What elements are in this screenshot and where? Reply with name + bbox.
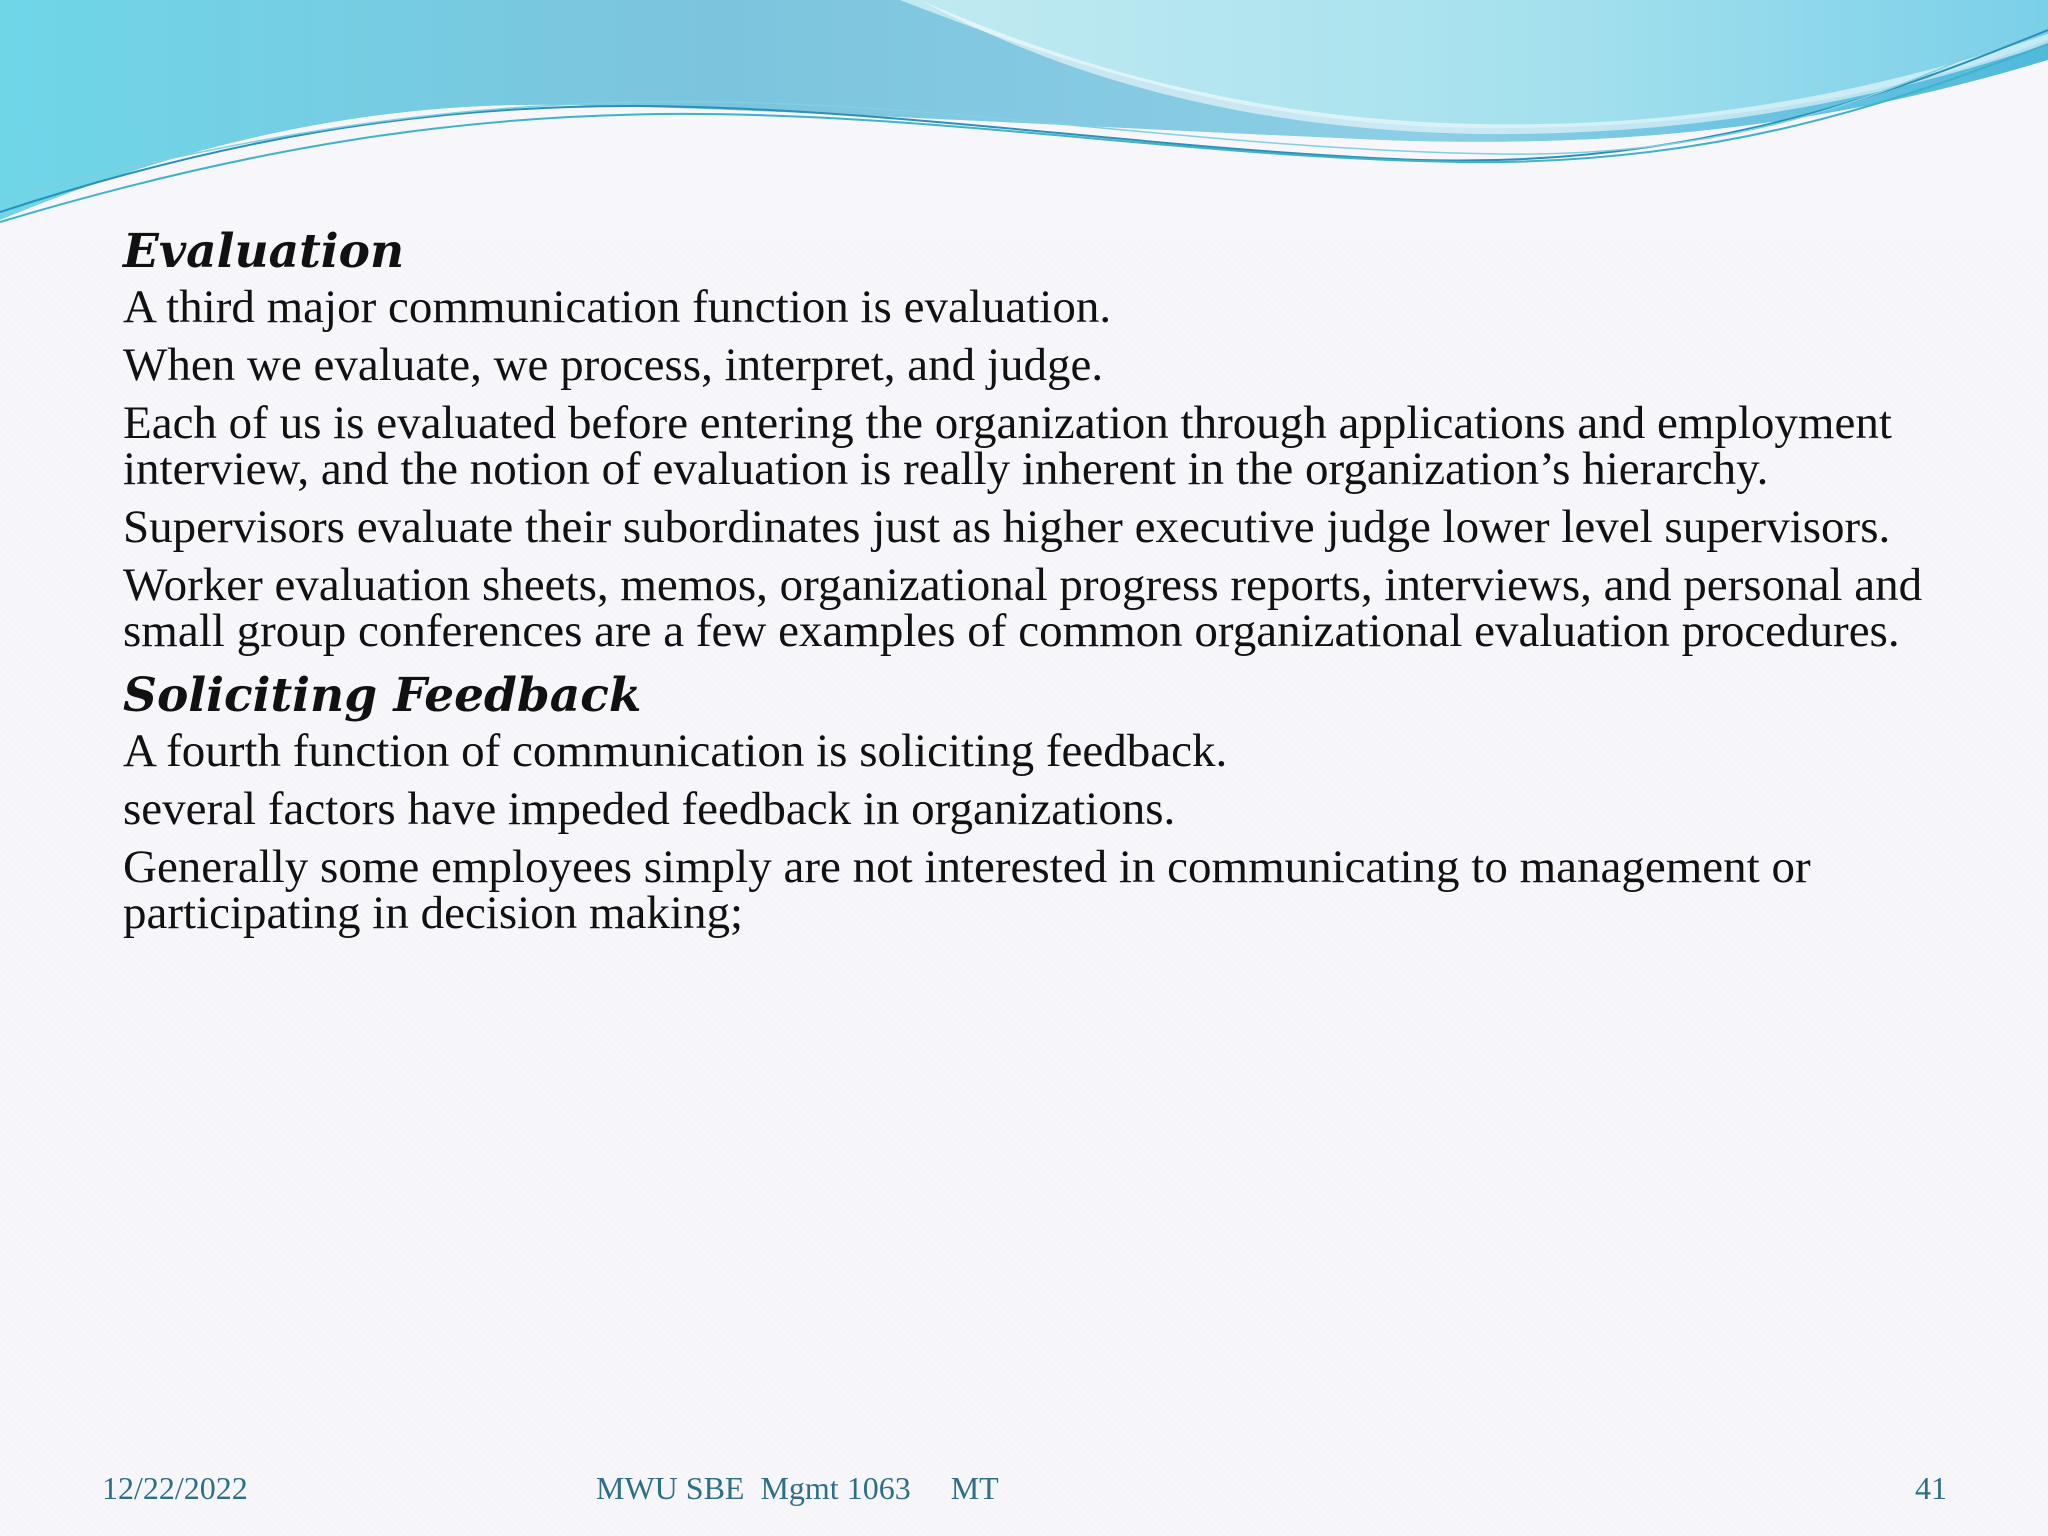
slide-number: 41 <box>1915 1470 1947 1506</box>
footer-course-label: MWU SBE Mgmt 1063 MT <box>596 1470 999 1506</box>
paragraph: Generally some employees simply are not interested in communicating to management or participating in decision making; <box>123 841 1811 939</box>
section-heading-soliciting-feedback: Soliciting Feedback <box>123 668 642 723</box>
paragraph: When we evaluate, we process, interpret, and judge. <box>123 339 1104 391</box>
paragraph: Worker evaluation sheets, memos, organizational progress reports, interviews, and personal and small group conferences are a few examples of common organizational evaluation procedures. <box>123 559 1923 657</box>
paragraph: A fourth function of communication is soliciting feedback. <box>123 725 1228 777</box>
slide-content <box>123 222 1943 948</box>
paragraph: Each of us is evaluated before entering the organization through applications and employment interview, and the notion of evaluation is really inherent in the organization’s hierarchy. <box>123 397 1892 495</box>
paragraph: A third major communication function is evaluation. <box>123 281 1112 333</box>
paragraph: several factors have impeded feedback in organizations. <box>123 783 1176 835</box>
wave-header-decoration <box>0 0 2048 240</box>
section-heading-evaluation: Evaluation <box>123 224 405 279</box>
paragraph: Supervisors evaluate their subordinates just as higher executive judge lower level supervisors. <box>123 501 1891 553</box>
footer-date: 12/22/2022 <box>102 1470 248 1506</box>
